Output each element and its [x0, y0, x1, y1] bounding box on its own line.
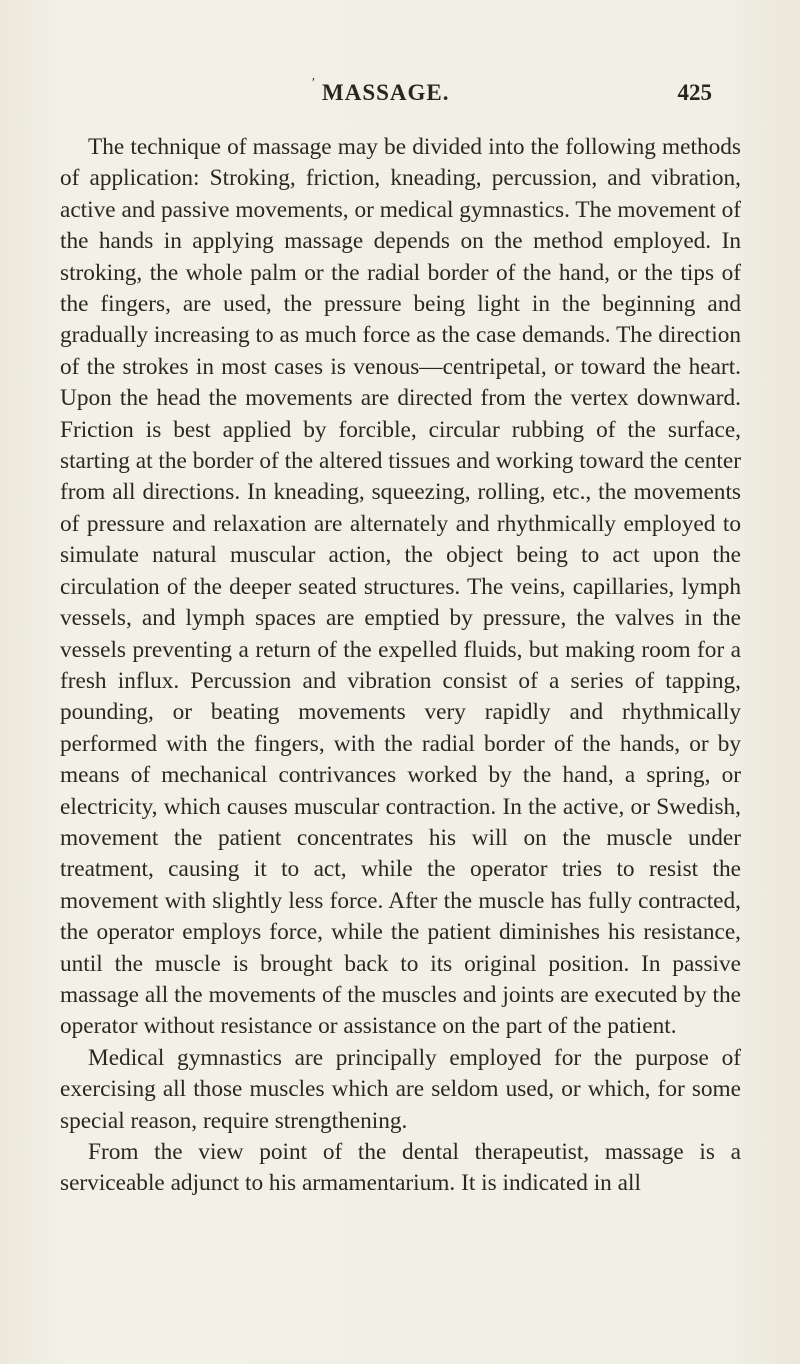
- running-head: [0, 80, 800, 116]
- paragraph-technique: The technique of massage may be divided into the following methods of application: Stroking, friction, kneading, percussion, and vibration, active and passive movements, or medical gymnastics. The movement of the hands in applying massage depends on the method employed. In stroking, the whole palm or the radial border of the hand, or the tips of the fingers, are used, the pressure being light in the beginning and gradually increasing to as much force as the case demands. The direction of the strokes in most cases is venous—centripetal, or toward the heart. Upon the head the movements are directed from the vertex downward. Friction is best applied by forcible, circular rubbing of the surface, starting at the border of the altered tissues and working toward the center from all directions. In kneading, squeezing, rolling, etc., the movements of pressure and relaxation are alternately and rhythmically employed to simulate natural muscular action, the object being to act upon the circulation of the deeper seated structures. The veins, capillaries, lymph vessels, and lymph spaces are emptied by pressure, the valves in the vessels preventing a return of the expelled fluids, but making room for a fresh influx. Percussion and vibration consist of a series of tapping, pounding, or beating movements very rapidly and rhythmically performed with the fingers, with the radial border of the hands, or by means of mechanical contrivances worked by the hand, a spring, or electricity, which causes muscular contraction. In the active, or Swedish, movement the patient concentrates his will on the muscle under treatment, causing it to act, while the operator tries to resist the movement with slightly less force. After the muscle has fully contracted, the operator employs force, while the patient diminishes his resistance, until the muscle is brought back to its original position. In passive massage all the movements of the muscles and joints are executed by the operator without resistance or assistance on the part of the patient.: [60, 134, 741, 1040]
- running-head-title: ′ MASSAGE.: [322, 80, 450, 106]
- body-text: [60, 132, 741, 1200]
- paragraph-medical-gymnastics: Medical gymnastics are principally employed for the purpose of exercising all those muscles which are seldom used, or which, for some special reason, require strengthening.: [60, 1044, 741, 1134]
- page-number: 425: [677, 80, 712, 105]
- paragraph-dental-therapeutist: From the view point of the dental therapeutist, massage is a serviceable adjunct to his armamentarium. It is indicated in all: [60, 1139, 741, 1197]
